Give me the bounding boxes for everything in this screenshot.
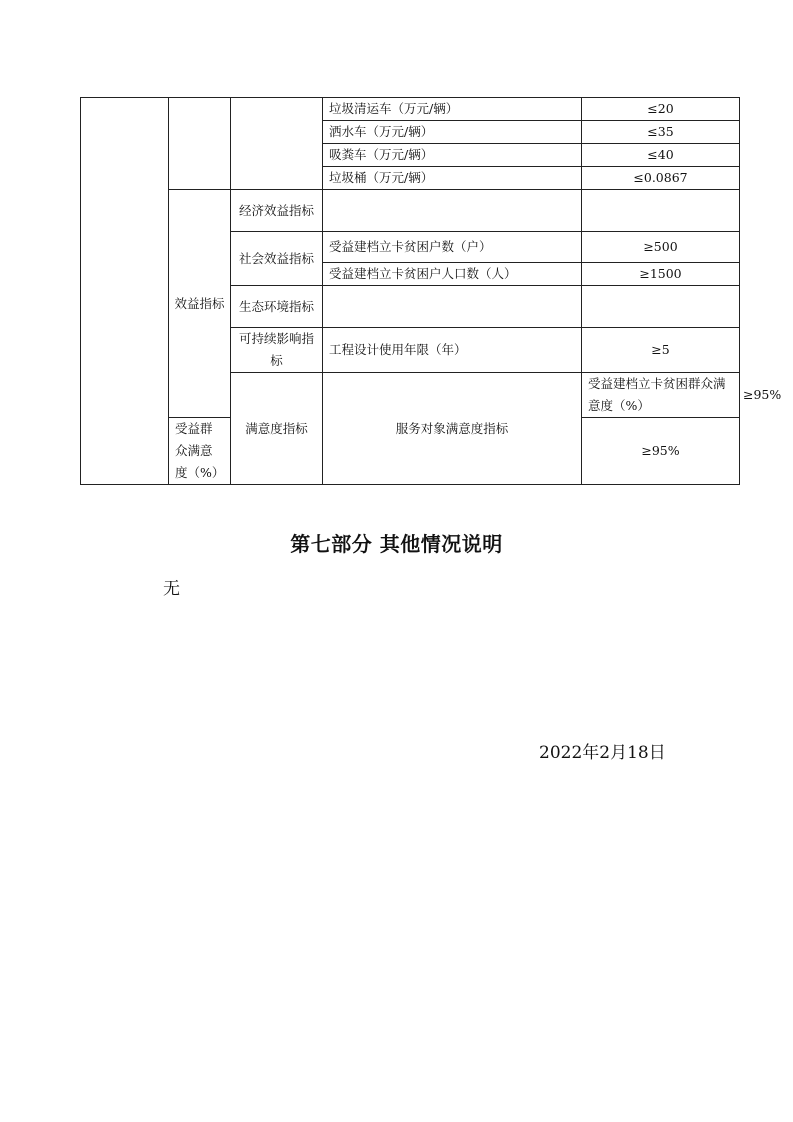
- indicator-name: 洒水车（万元/辆）: [323, 121, 582, 144]
- social-benefit-label: 社会效益指标: [231, 232, 323, 286]
- indicator-name: 受益群众满意度（%）: [169, 418, 231, 485]
- indicator-name-empty: [323, 190, 582, 232]
- indicator-value: ≤20: [582, 98, 740, 121]
- indicator-value: ≤0.0867: [582, 167, 740, 190]
- indicator-value: ≥5: [582, 328, 740, 373]
- indicator-value: ≤35: [582, 121, 740, 144]
- indicator-value: ≥500: [582, 232, 740, 263]
- section-title: 第七部分 其他情况说明: [290, 532, 503, 556]
- indicator-value: ≥95%: [582, 418, 740, 485]
- section-body-text: 无: [163, 579, 180, 599]
- table-row: 满意度指标 服务对象满意度指标 受益建档立卡贫困群众满意度（%） ≥95%: [81, 373, 740, 418]
- level2-cell-empty: [169, 98, 231, 190]
- level3-cell-empty: [231, 98, 323, 190]
- level1-cell-empty: [81, 98, 169, 485]
- indicator-name: 垃圾清运车（万元/辆）: [323, 98, 582, 121]
- sustainable-impact-label: 可持续影响指标: [231, 328, 323, 373]
- indicator-value: ≥1500: [582, 263, 740, 286]
- table-row: [81, 98, 740, 121]
- service-satisfaction-label: 服务对象满意度指标: [323, 373, 582, 485]
- indicator-name: 受益建档立卡贫困户数（户）: [323, 232, 582, 263]
- indicator-name: 受益建档立卡贫困群众满意度（%）: [582, 373, 740, 418]
- table-row: [81, 190, 740, 232]
- indicator-value: ≤40: [582, 144, 740, 167]
- eco-environment-label: 生态环境指标: [231, 286, 323, 328]
- indicator-name-empty: [323, 286, 582, 328]
- indicator-value-empty: [582, 190, 740, 232]
- satisfaction-indicator-label: 满意度指标: [231, 373, 323, 485]
- indicator-name: 受益建档立卡贫困户人口数（人）: [323, 263, 582, 286]
- indicator-value-empty: [582, 286, 740, 328]
- indicator-name: 吸粪车（万元/辆）: [323, 144, 582, 167]
- indicator-name: 工程设计使用年限（年）: [323, 328, 582, 373]
- performance-indicator-table: [80, 97, 782, 485]
- benefit-indicator-label: 效益指标: [169, 190, 231, 418]
- indicator-name: 垃圾桶（万元/辆）: [323, 167, 582, 190]
- economic-benefit-label: 经济效益指标: [231, 190, 323, 232]
- document-date: 2022年2月18日: [539, 743, 666, 763]
